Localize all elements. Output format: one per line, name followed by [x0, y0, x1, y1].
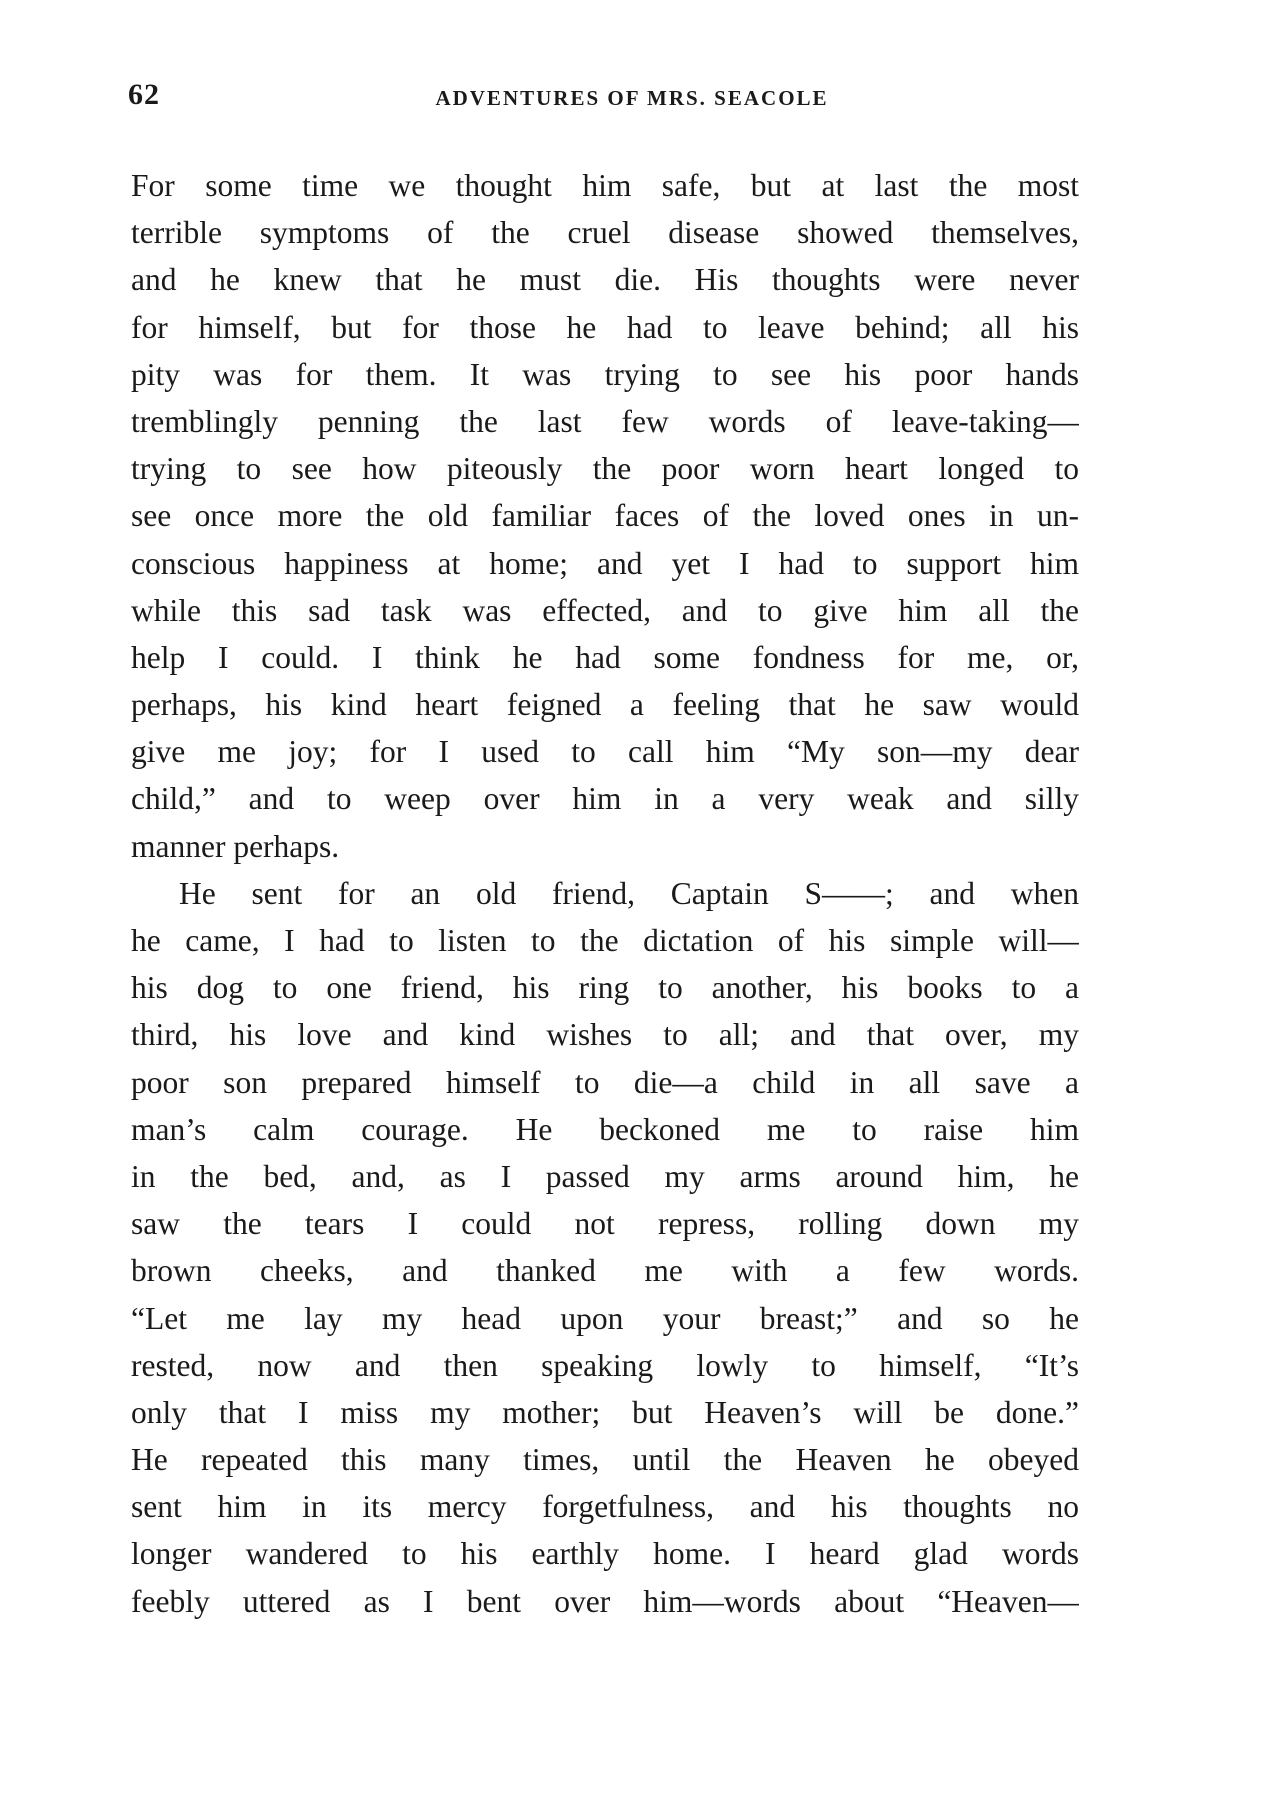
text-line: he came, I had to listen to the dictation of his simple will— [131, 923, 1079, 958]
text-line: and he knew that he must die. His thoughts were never [131, 262, 1079, 298]
text-line: his dog to one friend, his ring to another, his books to a [131, 970, 1079, 1006]
text-line: in the bed, and, as I passed my arms around him, he [131, 1158, 1079, 1194]
text-line: feebly uttered as I bent over him—words about “Heaven— [131, 1583, 1079, 1619]
text-line: manner perhaps. [131, 828, 340, 864]
text-line: saw the tears I could not repress, rolling down my [131, 1206, 1079, 1242]
running-head: ADVENTURES OF MRS. SEACOLE [435, 86, 829, 110]
text-line: man’s calm courage. He beckoned me to raise him [131, 1111, 1079, 1147]
text-line: sent him in its mercy forgetfulness, and his thoughts no [131, 1489, 1079, 1525]
text-line: He repeated this many times, until the Heaven he obeyed [131, 1442, 1079, 1478]
page-body [131, 162, 1079, 1625]
page-header [128, 78, 1076, 128]
paragraph-2 [131, 870, 1079, 1625]
text-line: pity was for them. It was trying to see his poor hands [131, 356, 1079, 392]
text-line: “Let me lay my head upon your breast;” and so he [131, 1300, 1079, 1336]
text-line: conscious happiness at home; and yet I had to support him [131, 545, 1079, 581]
text-line: He sent for an old friend, Captain S——; and when [179, 875, 1079, 911]
text-line: only that I miss my mother; but Heaven’s will be done.” [131, 1394, 1079, 1430]
text-line: for himself, but for those he had to leave behind; all his [131, 309, 1079, 345]
text-line: perhaps, his kind heart feigned a feeling that he saw would [131, 687, 1079, 723]
text-line: child,” and to weep over him in a very weak and silly [131, 781, 1079, 817]
paragraph-1 [131, 162, 1079, 870]
text-line: third, his love and kind wishes to all; and that over, my [131, 1017, 1079, 1053]
text-line: rested, now and then speaking lowly to himself, “It’s [131, 1347, 1079, 1383]
text-line: see once more the old familiar faces of the loved ones in un- [131, 498, 1079, 534]
text-line: while this sad task was effected, and to give him all the [131, 592, 1079, 628]
text-line: longer wandered to his earthly home. I heard glad words [131, 1536, 1079, 1572]
text-line: give me joy; for I used to call him “My son—my dear [131, 734, 1079, 770]
text-line: terrible symptoms of the cruel disease showed themselves, [131, 215, 1079, 251]
text-line: help I could. I think he had some fondness for me, or, [131, 639, 1079, 675]
text-line: trying to see how piteously the poor worn heart longed to [131, 451, 1079, 487]
page-number: 62 [128, 78, 160, 111]
text-line: For some time we thought him safe, but at last the most [131, 168, 1079, 203]
text-line: tremblingly penning the last few words of leave-taking— [131, 403, 1079, 439]
text-line: poor son prepared himself to die—a child in all save a [131, 1064, 1079, 1100]
text-line: brown cheeks, and thanked me with a few words. [131, 1253, 1079, 1289]
